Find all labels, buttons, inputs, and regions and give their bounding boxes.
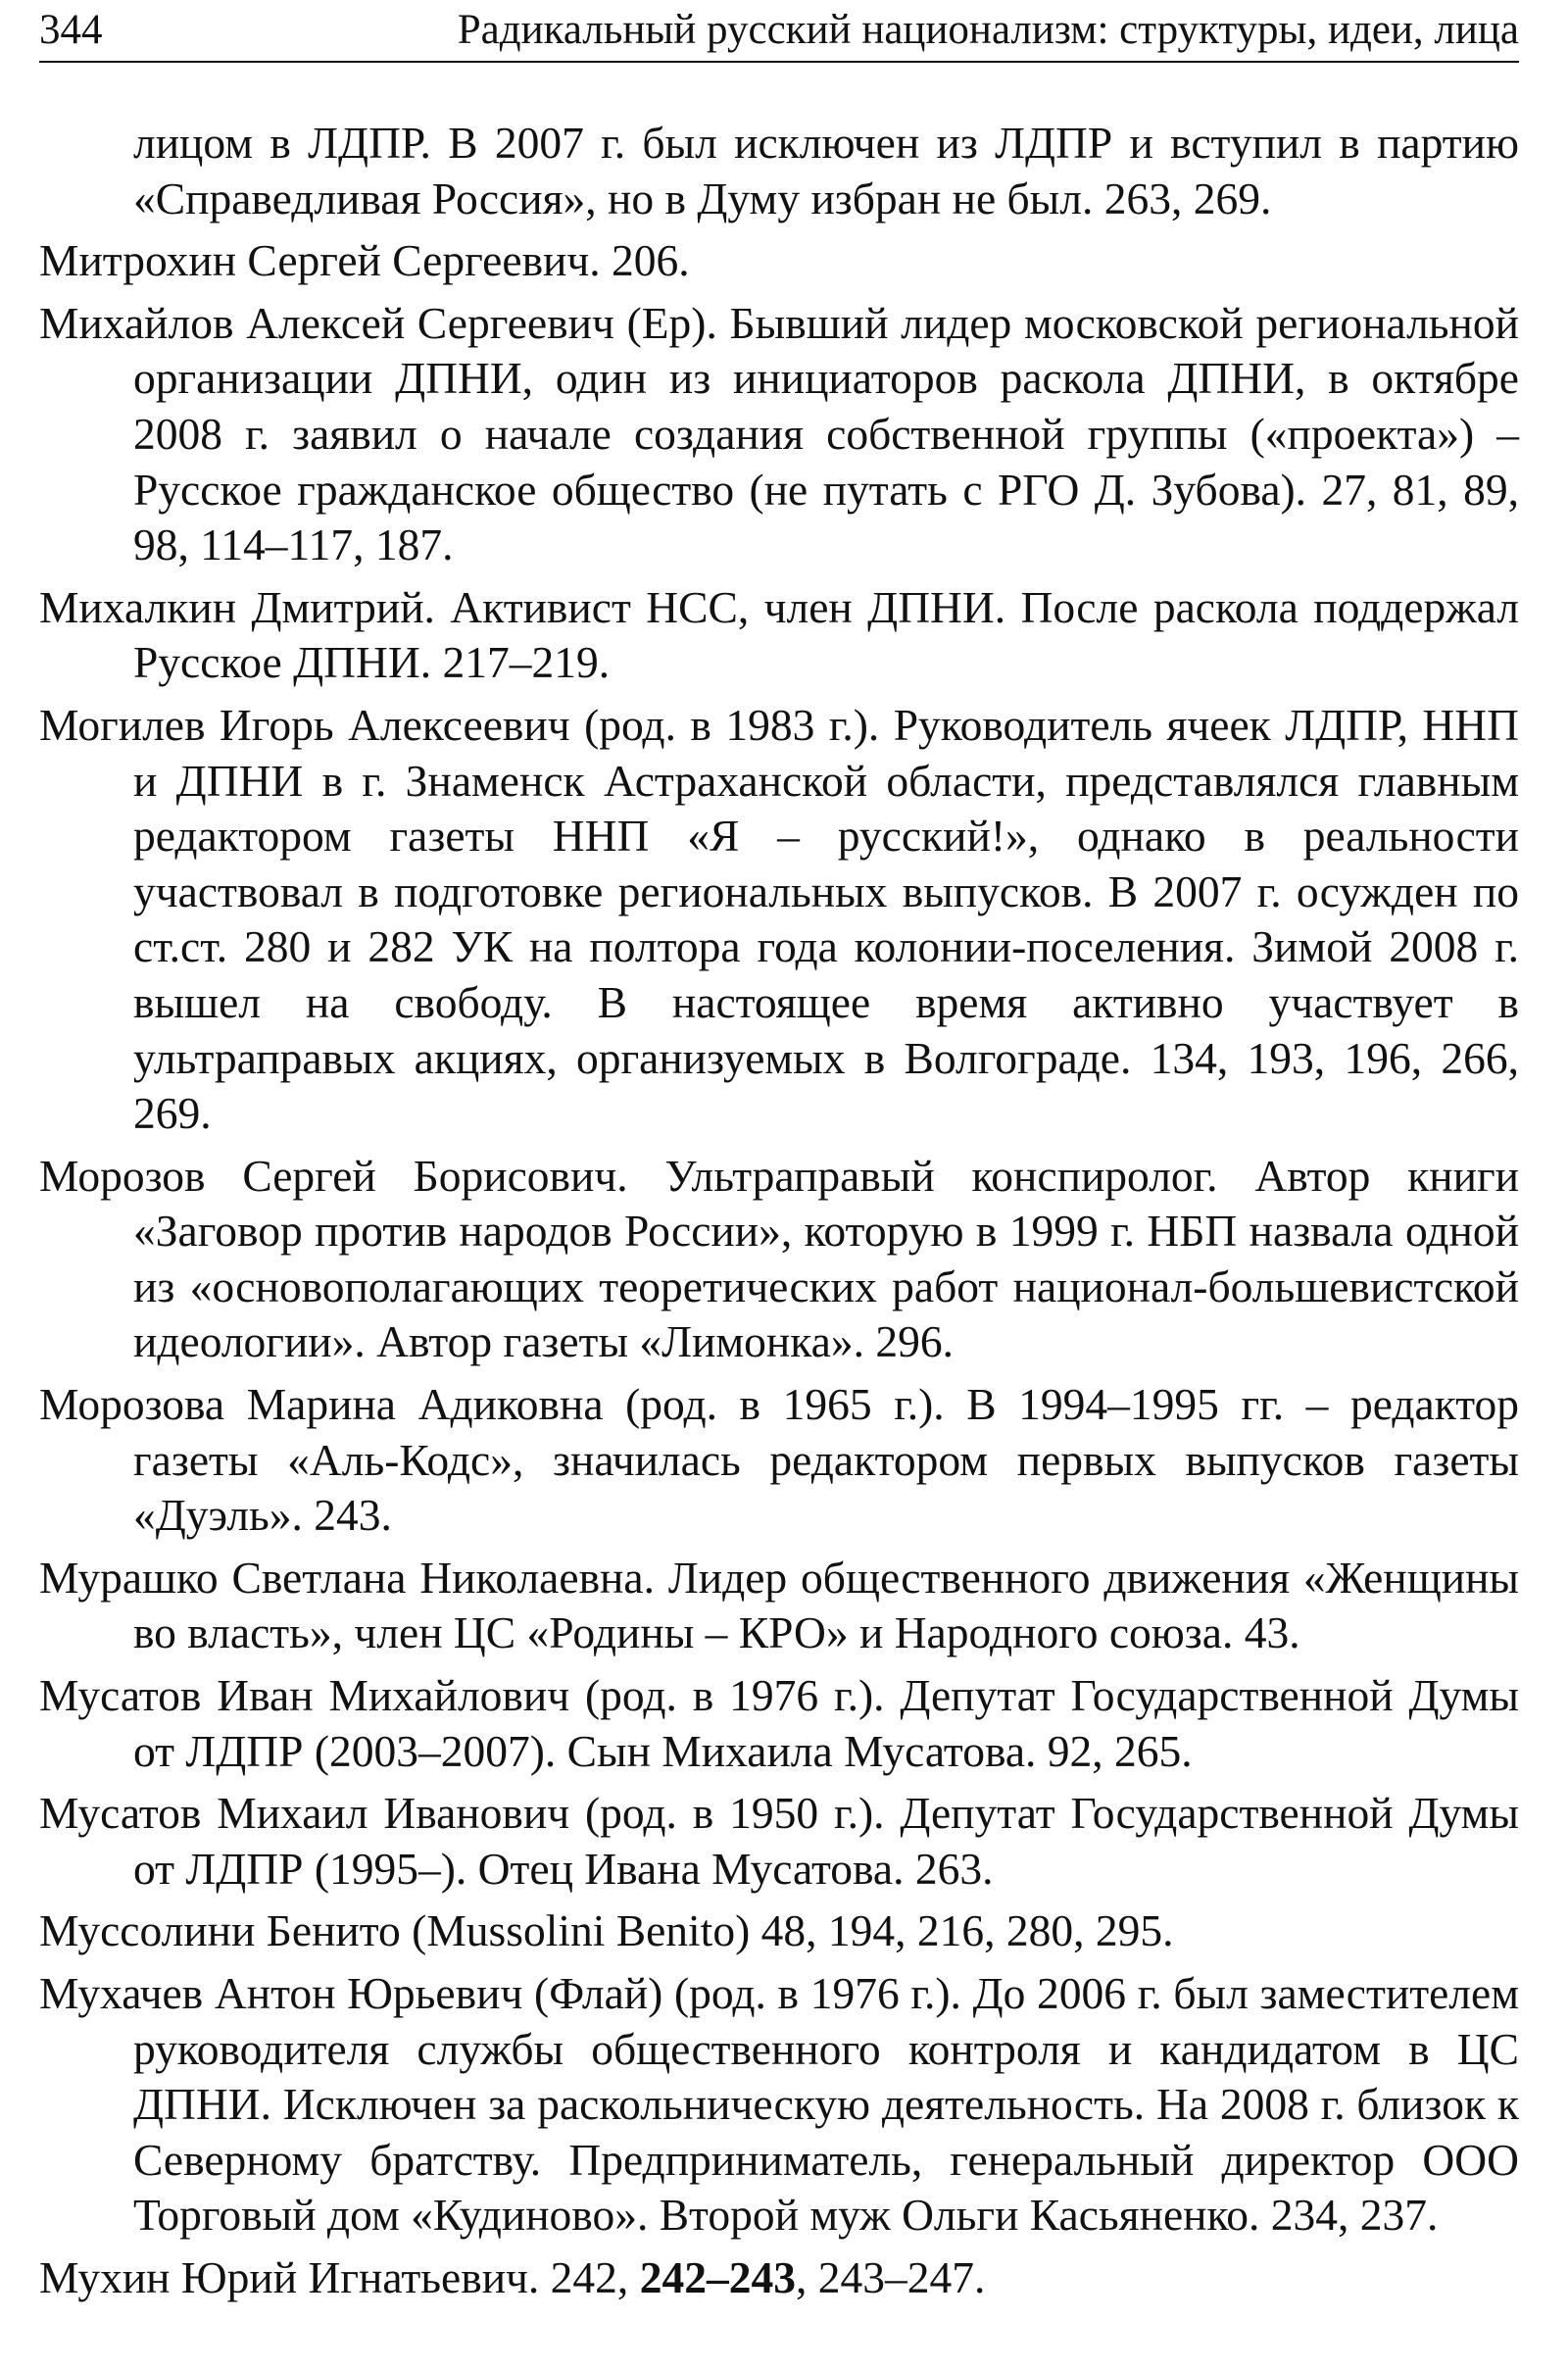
- index-entry-musatov-ivan: Мусатов Иван Михайлович (род. в 1976 г.). Депутат Государственной Думы от ЛДПР (2003–2007). Сын Михаила Мусатова. 92, 265.: [39, 1670, 1519, 1776]
- index-entry-mikhalkin: Михалкин Дмитрий. Активист НСС, член ДПНИ. После раскола поддержал Русское ДПНИ. 217–219.: [39, 581, 1519, 688]
- page-header: [39, 0, 1519, 63]
- index-entry-morozov: Морозов Сергей Борисович. Ультраправый конспиролог. Автор книги «Заговор против народов России», которую в 1999 г. НБП назвала одной из «основополагающих теоретических работ национал-большевистской идеологии». Автор газеты «Лимонка». 296.: [39, 1150, 1519, 1367]
- index-entry-morozova: Морозова Марина Адиковна (род. в 1965 г.). В 1994–1995 гг. – редактор газеты «Аль-Кодс», значилась редактором первых выпусков газеты «Дуэль». 243.: [39, 1379, 1519, 1541]
- index-entry-mogilev: Могилев Игорь Алексеевич (род. в 1983 г.). Руководитель ячеек ЛДПР, ННП и ДПНИ в г. Знаменск Астраханской области, представлялся главным редактором газеты ННП «Я – русский!», однако в реальности участвовал в подготовке региональных выпусков. В 2007 г. осужден по ст.ст. 280 и 282 УК на полтора года колонии-поселения. Зимой 2008 г. вышел на свободу. В настоящее время активно участвует в ультраправых акциях, организуемых в Волгограде. 134, 193, 196, 266, 269.: [39, 699, 1519, 1139]
- running-title: Радикальный русский национализм: структуры, идеи, лица: [457, 7, 1519, 53]
- index-entry-continued: лицом в ЛДПР. В 2007 г. был исключен из ЛДПР и вступил в партию «Справедливая Россия», но в Думу избран не был. 263, 269.: [133, 118, 1519, 223]
- entry-page-range-bold: 242–243: [639, 2251, 796, 2302]
- index-entry-mussolini: Муссолини Бенито (Mussolini Benito) 48, 194, 216, 280, 295.: [39, 1905, 1174, 1956]
- index-entry-mitrokhin: Митрохин Сергей Сергеевич. 206.: [39, 235, 690, 286]
- index-entry-mukhachev: Мухачев Антон Юрьевич (Флай) (род. в 1976 г.). До 2006 г. был заместителем руководителя службы общественного контроля и кандидатом в ЦС ДПНИ. Исключен за раскольническую деятельность. На 2008 г. близок к Северному братству. Предприниматель, генеральный директор ООО Торговый дом «Кудиново». Второй муж Ольги Касьяненко. 234, 237.: [39, 1968, 1519, 2241]
- index-entry-mukhin: [39, 2250, 1519, 2306]
- index-entry-mikhaylov: Михайлов Алексей Сергеевич (Ер). Бывший лидер московской региональной организации ДПНИ, один из инициаторов раскола ДПНИ, в октябре 2008 г. заявил о начале создания собственной группы («проекта») – Русское гражданское общество (не путать с РГО Д. Зубова). 27, 81, 89, 98, 114–117, 187.: [39, 297, 1519, 570]
- book-page: [39, 0, 1519, 2370]
- index-entry-musatov-mikhail: Мусатов Михаил Иванович (род. в 1950 г.). Депутат Государственной Думы от ЛДПР (1995–). Отец Ивана Мусатова. 263.: [39, 1788, 1519, 1894]
- index-entry-murashko: Мурашко Светлана Николаевна. Лидер общественного движения «Женщины во власть», член ЦС «Родины – КРО» и Народного союза. 43.: [39, 1552, 1519, 1658]
- entry-text: , 243–247.: [795, 2251, 986, 2302]
- page-number: 344: [39, 7, 103, 53]
- index-body: [39, 116, 1519, 2306]
- entry-text: Мухин Юрий Игнатьевич. 242,: [39, 2251, 640, 2302]
